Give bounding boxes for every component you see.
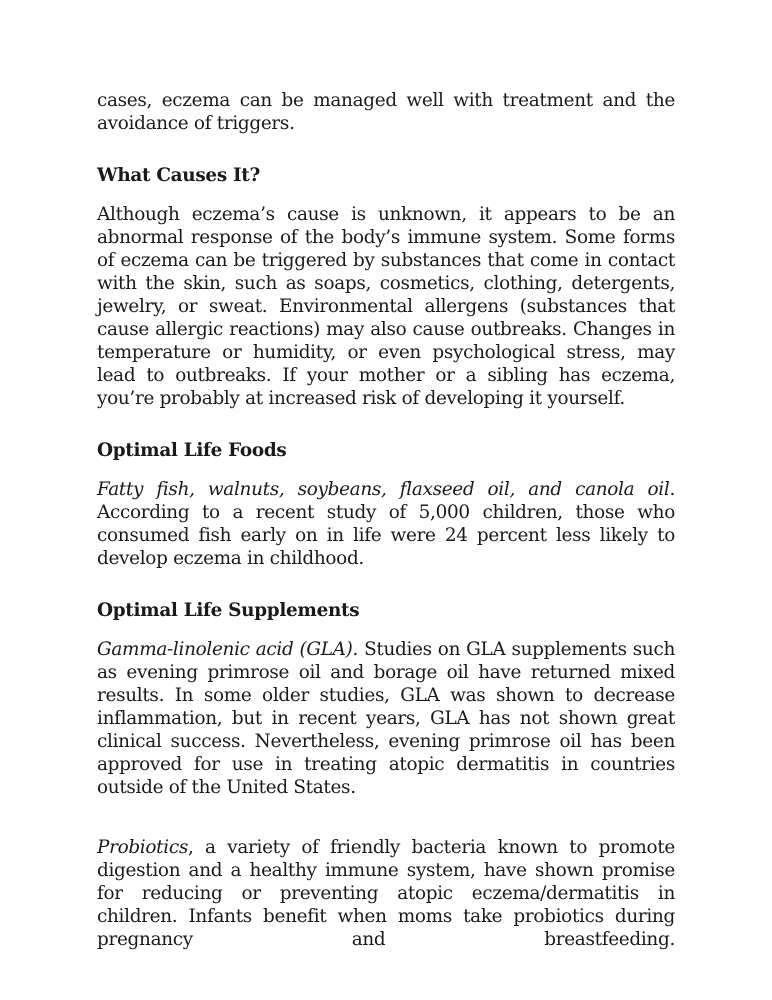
foods-body: . According to a recent study of 5,000 children, those who consumed fish early on in life were 24 percent less likely to develop eczema in childhood. [97, 479, 675, 569]
intro-paragraph: cases, eczema can be managed well with treatment and the avoidance of triggers. [97, 90, 675, 134]
document-page [97, 89, 675, 951]
foods-heading: Optimal Life Foods [97, 440, 287, 461]
probiotics-body: , a variety of friendly bacteria known to promote digestion and a healthy immune system, have shown promise for reducing or preventing atopic eczema/dermatitis in children. Infants benefit when moms take probiotics during pregnancy and breastfeeding. [97, 837, 675, 950]
foods-lead: Fatty fish, walnuts, soybeans, flaxseed oil, and canola oil [97, 479, 670, 500]
probiotics-lead: Probiotics [97, 837, 188, 858]
probiotics-paragraph [97, 836, 675, 951]
gla-lead: Gamma-linolenic acid (GLA) [97, 639, 353, 660]
foods-paragraph [97, 478, 675, 570]
supplements-heading: Optimal Life Supplements [97, 600, 360, 621]
gla-body: . Studies on GLA supplements such as evening primrose oil and borage oil have returned mixed results. In some older studies, GLA was shown to decrease inflammation, but in recent years, GLA has not shown great clinical success. Nevertheless, evening primrose oil has been approved for use in treating atopic dermatitis in countries outside of the United States. [97, 639, 675, 798]
causes-paragraph: Although eczema’s cause is unknown, it appears to be an abnormal response of the body’s immune system. Some forms of eczema can be triggered by substances that come in contact with the skin, such as soaps, cosmetics, clothing, detergents, jewelry, or sweat. Environmental allergens (substances that cause allergic reactions) may also cause outbreaks. Changes in temperature or humidity, or even psychological stress, may lead to outbreaks. If your mother or a sibling has eczema, you’re probably at increased risk of developing it yourself. [97, 204, 675, 409]
gla-paragraph [97, 638, 675, 799]
causes-heading: What Causes It? [97, 165, 260, 186]
